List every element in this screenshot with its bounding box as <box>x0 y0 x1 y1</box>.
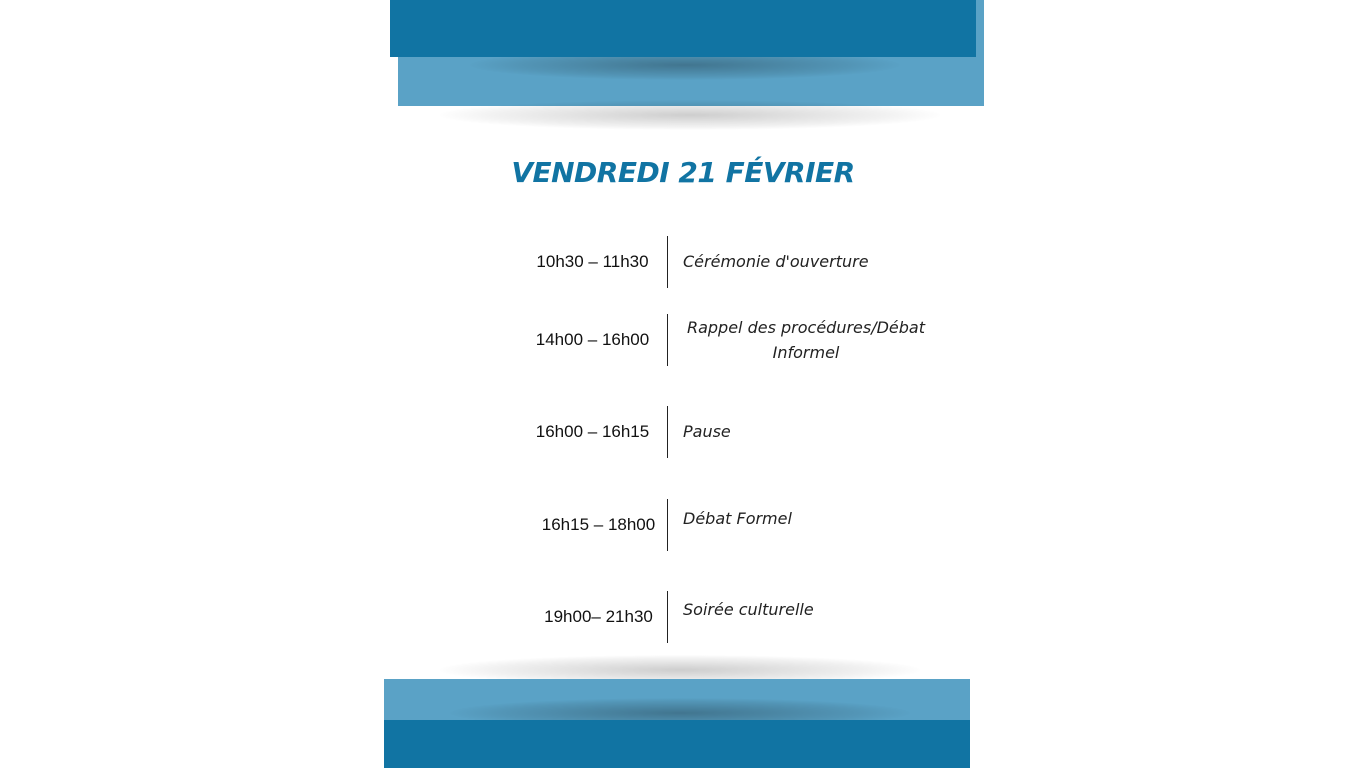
page-title: VENDREDI 21 FÉVRIER <box>511 156 855 189</box>
schedule-time: 19h00– 21h30 <box>544 607 653 626</box>
schedule-row <box>0 591 1366 643</box>
schedule-row <box>0 406 1366 458</box>
schedule-activity: Pause <box>683 422 731 441</box>
schedule-divider <box>667 499 668 551</box>
schedule-activity: Cérémonie d'ouverture <box>683 252 869 271</box>
schedule-row <box>0 499 1366 551</box>
schedule-activity: Soirée culturelle <box>683 600 814 619</box>
schedule-divider <box>667 591 668 643</box>
schedule-divider <box>667 314 668 366</box>
schedule-time: 16h15 – 18h00 <box>541 515 656 534</box>
schedule-row <box>0 314 1366 366</box>
schedule-time: 14h00 – 16h00 <box>535 330 650 349</box>
schedule-time: 10h30 – 11h30 <box>536 252 649 271</box>
schedule-time: 16h00 – 16h15 <box>535 422 650 441</box>
schedule-row <box>0 236 1366 288</box>
bottom-banner-dark <box>384 720 970 768</box>
top-banner-lower-shadow <box>440 100 940 130</box>
schedule-divider <box>667 406 668 458</box>
schedule-activity: Débat Formel <box>683 509 792 528</box>
schedule-divider <box>667 236 668 288</box>
schedule-activity: Rappel des procédures/Débat Informel <box>686 318 926 362</box>
top-banner-dark <box>390 0 976 57</box>
